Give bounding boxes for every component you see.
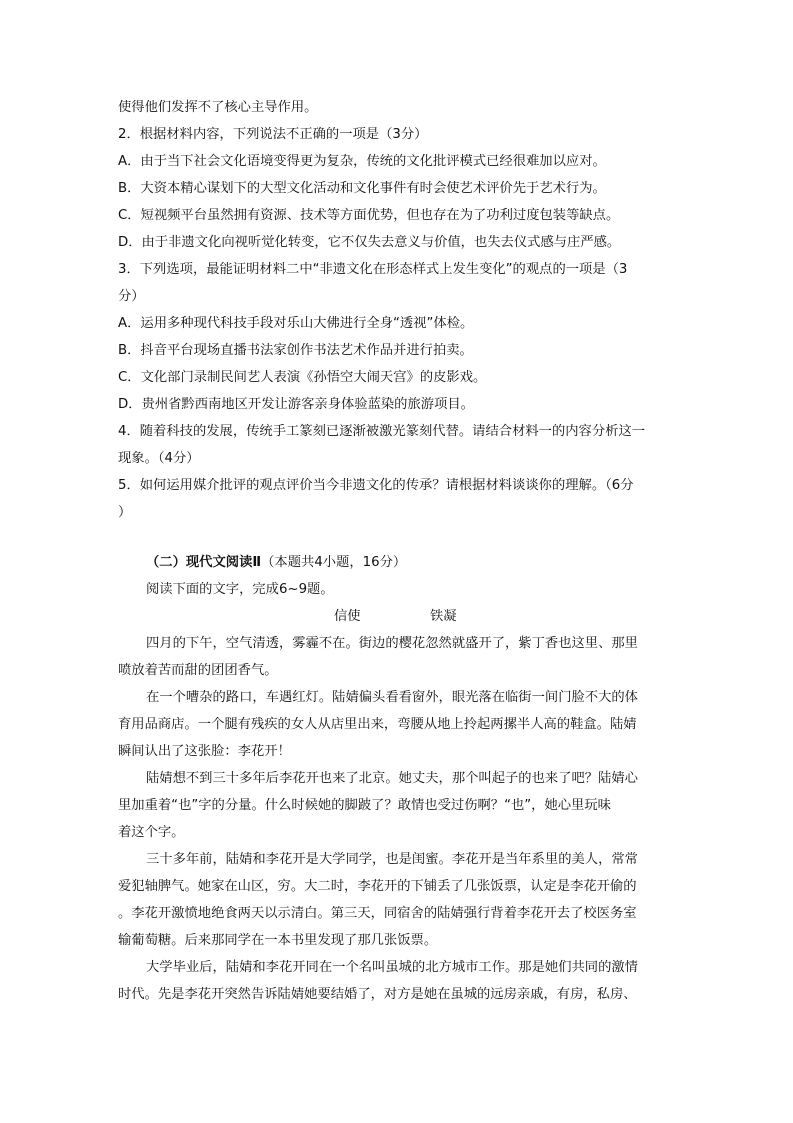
story-line: 着这个字。: [118, 825, 185, 840]
story-line: 在一个嘈杂的路口，车遇红灯。陆婧偏头看看窗外，眼光落在临街一间门脸不大的体: [146, 690, 638, 705]
question-3-option-c: C．文化部门录制民间艺人表演《孙悟空大闹天宫》的皮影戏。: [118, 370, 487, 385]
story-line: 爱犯轴脾气。她家在山区，穷。大二时，李花开的下铺丢了几张饭票，认定是李花开偷的: [118, 879, 637, 894]
story-line: 。李花开激愤地绝食两天以示清白。第三天，同宿舍的陆婧强行背着李花开去了校医务室: [118, 906, 637, 921]
section-2-heading: [118, 549, 678, 576]
continuation-text: 使得他们发挥不了核心主导作用。: [118, 100, 318, 115]
question-3-option-a: A．运用多种现代科技手段对乐山大佛进行全身“透视”体检。: [118, 316, 474, 331]
story-line: 陆婧想不到三十多年后李花开也来了北京。她丈夫，那个叫起子的也来了吧？陆婧心: [146, 771, 638, 786]
story-heading: [118, 603, 678, 630]
reading-instruction: 阅读下面的文字，完成6~9题。: [146, 582, 334, 597]
story-author: 铁凝: [430, 609, 457, 624]
section-2-title: （二）现代文阅读Ⅱ: [146, 555, 262, 570]
question-3: [118, 256, 678, 418]
story-line: 育用品商店。一个腿有残疾的女人从店里出来，弯腰从地上拎起两摞半人高的鞋盒。陆婧: [118, 717, 637, 732]
story-line: 喷放着苦而甜的团团香气。: [118, 663, 278, 678]
question-3-stem-line2: 分）: [118, 289, 145, 304]
section-2-title-detail: （本题共4小题，16分）: [261, 555, 407, 570]
story-line: 四月的下午，空气清透，雾霾不在。街边的樱花忽然就盛开了，紫丁香也这里、那里: [146, 636, 638, 651]
question-4-line1: 4．随着科技的发展，传统手工篆刻已逐渐被激光篆刻代替。请结合材料一的内容分析这一: [118, 424, 646, 439]
question-2-option-d: D．由于非遗文化向视听觉化转变，它不仅失去意义与价值，也失去仪式感与庄严感。: [118, 235, 621, 250]
story-body: [118, 630, 678, 1008]
question-2-option-b: B．大资本精心谋划下的大型文化活动和文化事件有时会使艺术评价先于艺术行为。: [118, 181, 606, 196]
question-3-option-d: D．贵州省黔西南地区开发让游客亲身体验蓝染的旅游项目。: [118, 397, 474, 412]
story-title: 信使: [334, 609, 361, 624]
document-page: [118, 94, 678, 1008]
question-5-line2: ）: [118, 505, 132, 520]
story-line: 时代。先是李花开突然告诉陆婧她要结婚了，对方是她在虽城的远房亲戚，有房，私房、: [118, 987, 637, 1002]
story-line: 里加重着“也”字的分量。什么时候她的脚跛了？敢情也受过伤啊？“也”，她心里玩味: [118, 798, 611, 813]
question-5: [118, 472, 678, 526]
story-line: 瞬间认出了这张脸：李花开！: [118, 744, 291, 759]
question-2: [118, 121, 678, 256]
question-4: [118, 418, 678, 472]
question-2-option-c: C．短视频平台虽然拥有资源、技术等方面优势，但也存在为了功利过度包装等缺点。: [118, 208, 620, 223]
section-spacer: [118, 526, 678, 549]
question-3-stem-line1: 3．下列选项，最能证明材料二中“非遗文化在形态样式上发生变化”的观点的一项是（3: [118, 262, 628, 277]
question-3-option-b: B．抖音平台现场直播书法家创作书法艺术作品并进行拍卖。: [118, 343, 473, 358]
story-line: 三十多年前，陆婧和李花开是大学同学，也是闺蜜。李花开是当年系里的美人，常常: [146, 852, 638, 867]
question-4-line2: 现象。（4分）: [118, 451, 200, 466]
story-line: 大学毕业后，陆婧和李花开同在一个名叫虽城的北方城市工作。那是她们共同的激情: [146, 960, 638, 975]
question-5-line1: 5．如何运用媒介批评的观点评价当今非遗文化的传承？请根据材料谈谈你的理解。（6分: [118, 478, 634, 493]
question-2-option-a: A．由于当下社会文化语境变得更为复杂，传统的文化批评模式已经很难加以应对。: [118, 154, 606, 169]
question-2-stem: 2．根据材料内容，下列说法不正确的一项是（3分）: [118, 127, 428, 142]
story-line: 输葡萄糖。后来那同学在一本书里发现了那几张饭票。: [118, 933, 438, 948]
